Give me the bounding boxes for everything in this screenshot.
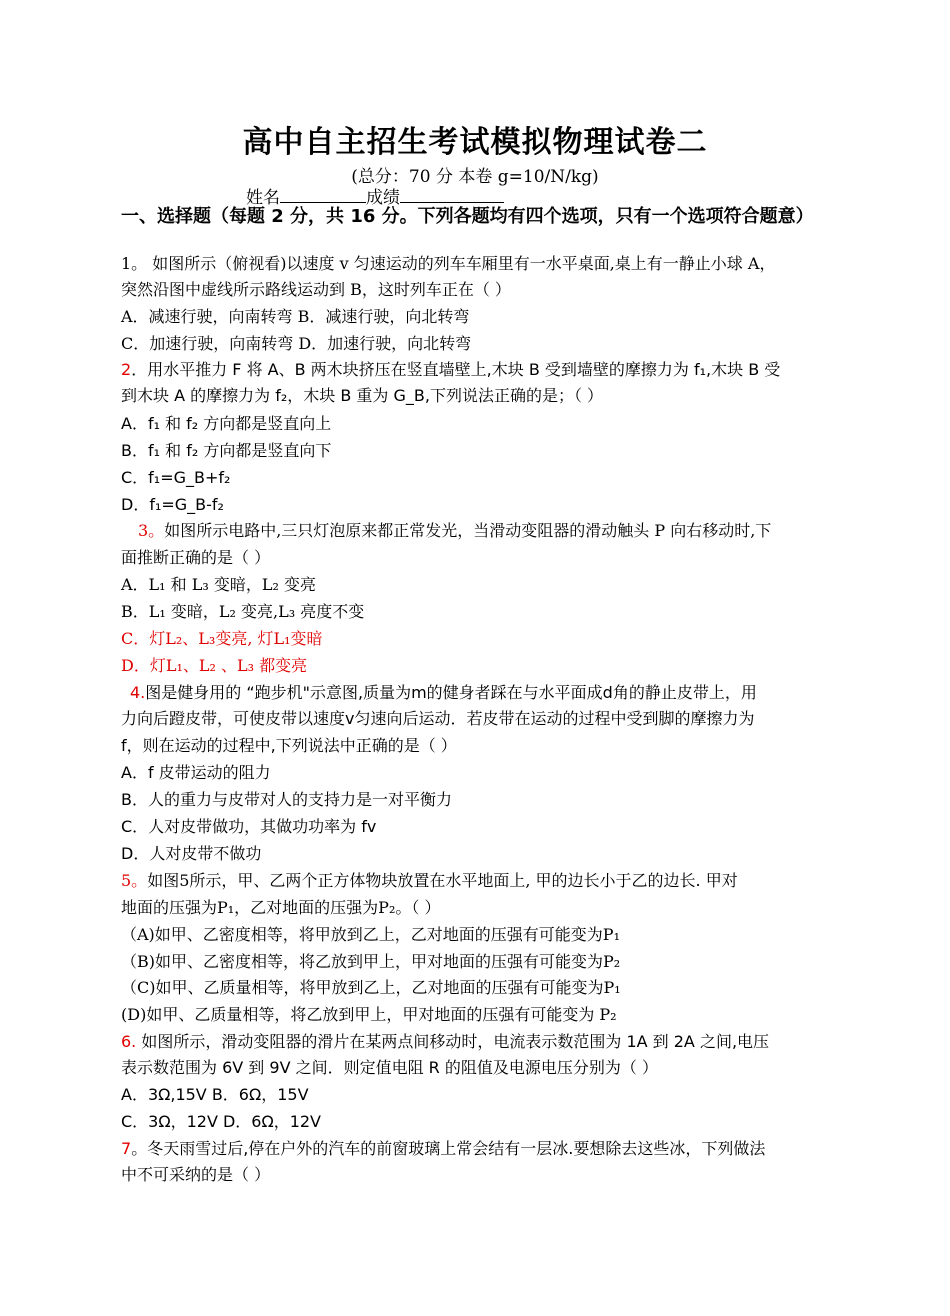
q4-option-b: B．人的重力与皮带对人的支持力是一对平衡力 [121, 790, 452, 809]
q7-number: 7 [121, 1139, 132, 1158]
q6-line2: 表示数范围为 6V 到 9V 之间．则定值电阻 R 的阻值及电源电压分别为（ ） [121, 1058, 658, 1077]
q5-number: 5。 [121, 871, 148, 890]
q2-option-a: A．f₁ 和 f₂ 方向都是竖直向上 [121, 414, 332, 433]
q3-line1: 3。如图所示电路中,三只灯泡原来都正常发光，当滑动变阻器的滑动触头 P 向右移动时,下 [138, 521, 772, 540]
q4-line3: f，则在运动的过程中,下列说法中正确的是（ ） [121, 736, 457, 755]
q2-line1: 2．用水平推力 F 将 A、B 两木块挤压在竖直墙壁上,木块 B 受到墙壁的摩擦力为 f₁,木块 B 受 [121, 360, 781, 379]
section-heading: 一、选择题（每题 2 分，共 16 分。下列各题均有四个选项，只有一个选项符合题意） [121, 206, 814, 227]
q2-number: 2 [121, 360, 132, 379]
name-score-bar [246, 183, 504, 208]
q3-line2: 面推断正确的是（ ） [121, 548, 271, 567]
q4-line2: 力向后蹬皮带，可使皮带以速度v匀速向后运动．若皮带在运动的过程中受到脚的摩擦力为 [121, 709, 755, 728]
name-blank [280, 186, 366, 203]
q1-line1: 1。 如图所示（俯视看)以速度 v 匀速运动的列车车厢里有一水平桌面,桌上有一静止小球 A， [121, 254, 776, 273]
q7-line1: 7。冬天雨雪过后,停在户外的汽车的前窗玻璃上常会结有一层冰.要想除去这些冰，下列做法 [121, 1139, 766, 1158]
score-label: 成绩 [366, 188, 400, 208]
q5-option-d: (D)如甲、乙质量相等，将乙放到甲上，甲对地面的压强有可能变为 P₂ [121, 1005, 617, 1024]
q3-option-d: D．灯L₁、L₂ 、L₃ 都变亮 [121, 656, 308, 675]
q2-option-c: C．f₁=G_B+f₂ [121, 468, 231, 487]
exam-subtitle: (总分：70 分 本卷 g=10/N/kg) [351, 167, 599, 187]
q5-option-a: （A)如甲、乙密度相等，将甲放到乙上，乙对地面的压强有可能变为P₁ [121, 925, 620, 944]
q1-line2: 突然沿图中虚线所示路线运动到 B，这时列车正在（ ） [121, 280, 511, 299]
q1-options-cd: C．加速行驶，向南转弯 D．加速行驶，向北转弯 [121, 334, 472, 353]
q4-option-c: C．人对皮带做功，其做功功率为 fv [121, 817, 377, 836]
q5-line1: 5。如图5所示，甲、乙两个正方体物块放置在水平地面上, 甲的边长小于乙的边长. 甲对 [121, 871, 738, 890]
q5-line2: 地面的压强为P₁，乙对地面的压强为P₂。（ ） [121, 898, 441, 917]
q6-options-cd: C．3Ω，12V D．6Ω，12V [121, 1112, 322, 1131]
q3-number: 3。 [138, 521, 165, 540]
q4-line1: 4.图是健身用的 “跑步机"示意图,质量为m的健身者踩在与水平面成d角的静止皮带上，用 [130, 683, 757, 702]
q5-option-b: （B)如甲、乙密度相等，将乙放到甲上，甲对地面的压强有可能变为P₂ [121, 952, 621, 971]
q7-line2: 中不可采纳的是（ ） [121, 1165, 271, 1184]
q2-option-d: D．f₁=G_B-f₂ [121, 495, 224, 514]
q2-line2: 到木块 A 的摩擦力为 f₂，木块 B 重为 G_B,下列说法正确的是；（ ） [121, 386, 604, 405]
q6-line1: 6. 如图所示，滑动变阻器的滑片在某两点间移动时，电流表示数范围为 1A 到 2A 之间,电压 [121, 1032, 770, 1051]
q2-option-b: B．f₁ 和 f₂ 方向都是竖直向下 [121, 441, 332, 460]
q5-option-c: （C)如甲、乙质量相等，将甲放到乙上，乙对地面的压强有可能变为P₁ [121, 978, 621, 997]
q3-option-a: A．L₁ 和 L₃ 变暗，L₂ 变亮 [121, 575, 317, 594]
score-blank [400, 186, 504, 203]
page-title: 高中自主招生考试模拟物理试卷二 [242, 125, 708, 160]
q4-number: 4. [130, 683, 146, 702]
q3-option-b: B．L₁ 变暗，L₂ 变亮,L₃ 亮度不变 [121, 602, 365, 621]
name-label: 姓名 [246, 188, 280, 208]
q6-options-ab: A．3Ω,15V B．6Ω，15V [121, 1085, 309, 1104]
q4-option-d: D．人对皮带不做功 [121, 844, 262, 863]
q6-number: 6. [121, 1032, 137, 1051]
q3-option-c: C．灯L₂、L₃变亮, 灯L₁变暗 [121, 629, 323, 648]
q4-option-a: A．f 皮带运动的阻力 [121, 763, 271, 782]
q1-options-ab: A．减速行驶，向南转弯 B．减速行驶，向北转弯 [121, 307, 470, 326]
